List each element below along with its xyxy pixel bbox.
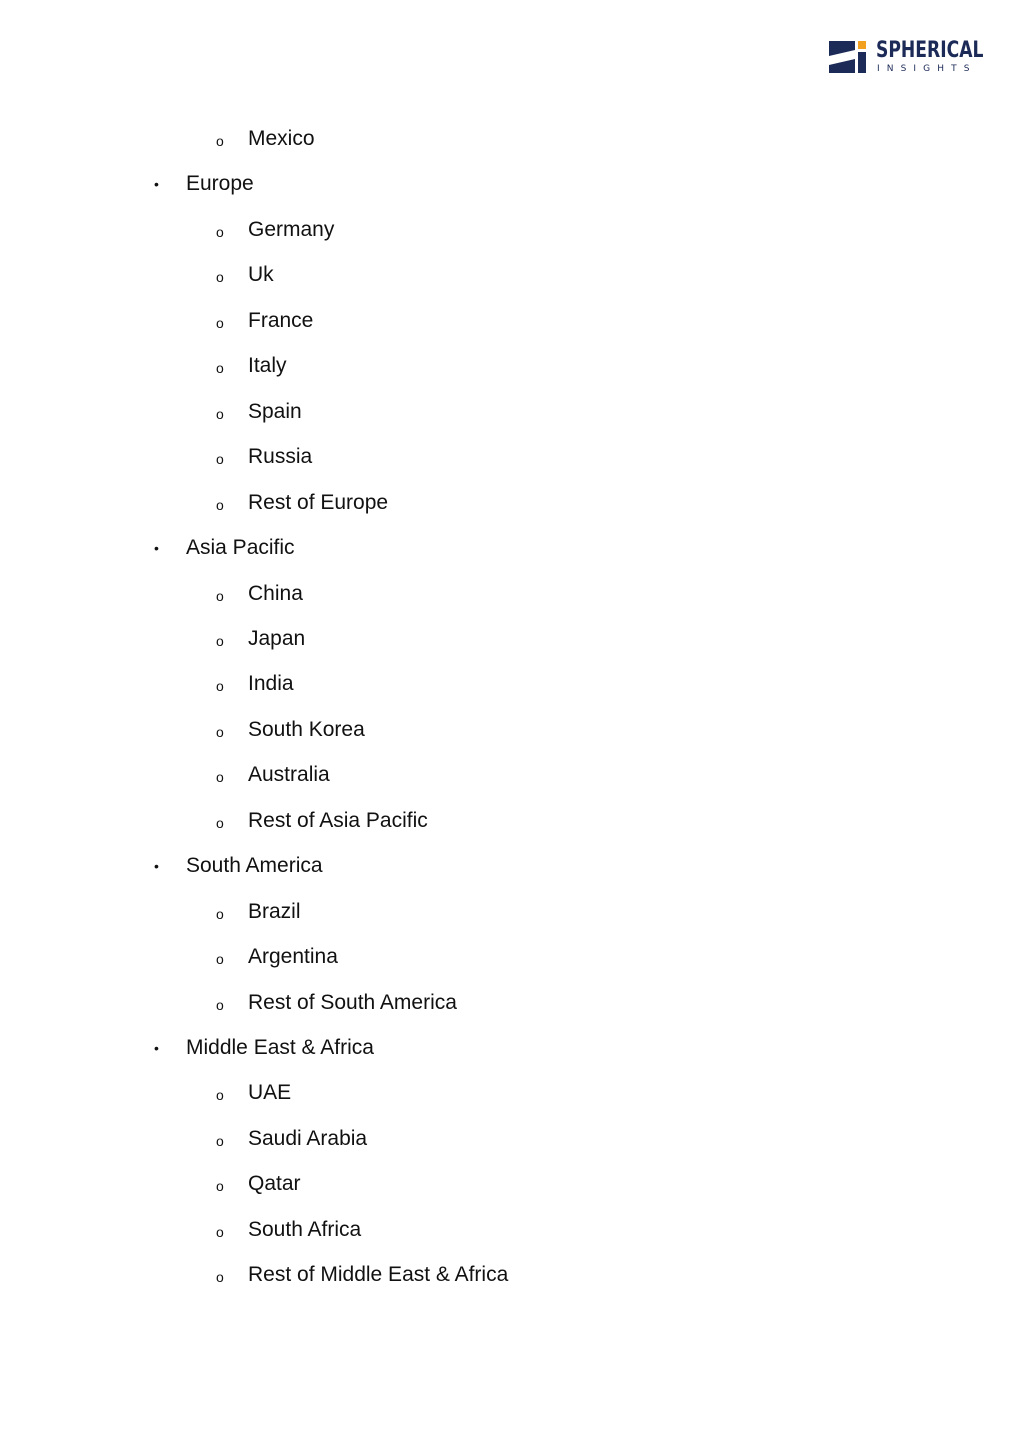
list-item-label: Uk: [248, 263, 274, 286]
circle-bullet-icon: o: [216, 678, 224, 694]
logo-wordmark: SPHERICAL: [876, 38, 984, 63]
circle-bullet-icon: o: [216, 360, 224, 376]
list-item-label: Germany: [248, 218, 335, 241]
list-item-label: Europe: [186, 172, 254, 195]
bullet-icon: •: [154, 176, 159, 192]
list-item-label: Saudi Arabia: [248, 1127, 368, 1150]
list-item-label: Brazil: [248, 900, 301, 923]
circle-bullet-icon: o: [216, 815, 224, 831]
circle-bullet-icon: o: [216, 588, 224, 604]
brand-logo: [829, 39, 991, 77]
circle-bullet-icon: o: [216, 951, 224, 967]
list-item-label: Rest of South America: [248, 991, 457, 1014]
logo-mark-icon: [829, 39, 869, 75]
list-item-label: South Africa: [248, 1218, 362, 1241]
logo-subtitle: INSIGHTS: [877, 64, 977, 74]
bullet-icon: •: [154, 540, 159, 556]
circle-bullet-icon: o: [216, 497, 224, 513]
list-item-label: China: [248, 582, 303, 605]
list-item-label: Argentina: [248, 945, 338, 968]
list-item-label: South America: [186, 854, 323, 877]
list-item-label: France: [248, 309, 314, 332]
logo-mark-accent: [858, 41, 866, 49]
circle-bullet-icon: o: [216, 224, 224, 240]
list-item-label: Japan: [248, 627, 306, 650]
circle-bullet-icon: o: [216, 906, 224, 922]
list-item-label: Italy: [248, 354, 287, 377]
circle-bullet-icon: o: [216, 1133, 224, 1149]
logo-mark-bar: [858, 52, 866, 73]
list-item-label: Russia: [248, 445, 313, 468]
list-item-label: Qatar: [248, 1172, 301, 1195]
circle-bullet-icon: o: [216, 406, 224, 422]
circle-bullet-icon: o: [216, 724, 224, 740]
bullet-icon: •: [154, 1040, 159, 1056]
list-item-label: Asia Pacific: [186, 536, 295, 559]
list-item-label: UAE: [248, 1081, 292, 1104]
list-item-label: Rest of Asia Pacific: [248, 809, 428, 832]
circle-bullet-icon: o: [216, 133, 224, 149]
circle-bullet-icon: o: [216, 451, 224, 467]
list-item-label: Middle East & Africa: [186, 1036, 374, 1059]
circle-bullet-icon: o: [216, 1178, 224, 1194]
list-item-label: India: [248, 672, 294, 695]
list-item-label: South Korea: [248, 718, 365, 741]
circle-bullet-icon: o: [216, 1224, 224, 1240]
list-item-label: Rest of Middle East & Africa: [248, 1263, 509, 1286]
circle-bullet-icon: o: [216, 269, 224, 285]
list-item-label: Australia: [248, 763, 330, 786]
circle-bullet-icon: o: [216, 315, 224, 331]
list-item-label: Rest of Europe: [248, 491, 389, 514]
circle-bullet-icon: o: [216, 997, 224, 1013]
list-item-label: Spain: [248, 400, 302, 423]
circle-bullet-icon: o: [216, 633, 224, 649]
circle-bullet-icon: o: [216, 1087, 224, 1103]
circle-bullet-icon: o: [216, 1269, 224, 1285]
list-item-label: Mexico: [248, 127, 315, 150]
bullet-icon: •: [154, 858, 159, 874]
circle-bullet-icon: o: [216, 769, 224, 785]
